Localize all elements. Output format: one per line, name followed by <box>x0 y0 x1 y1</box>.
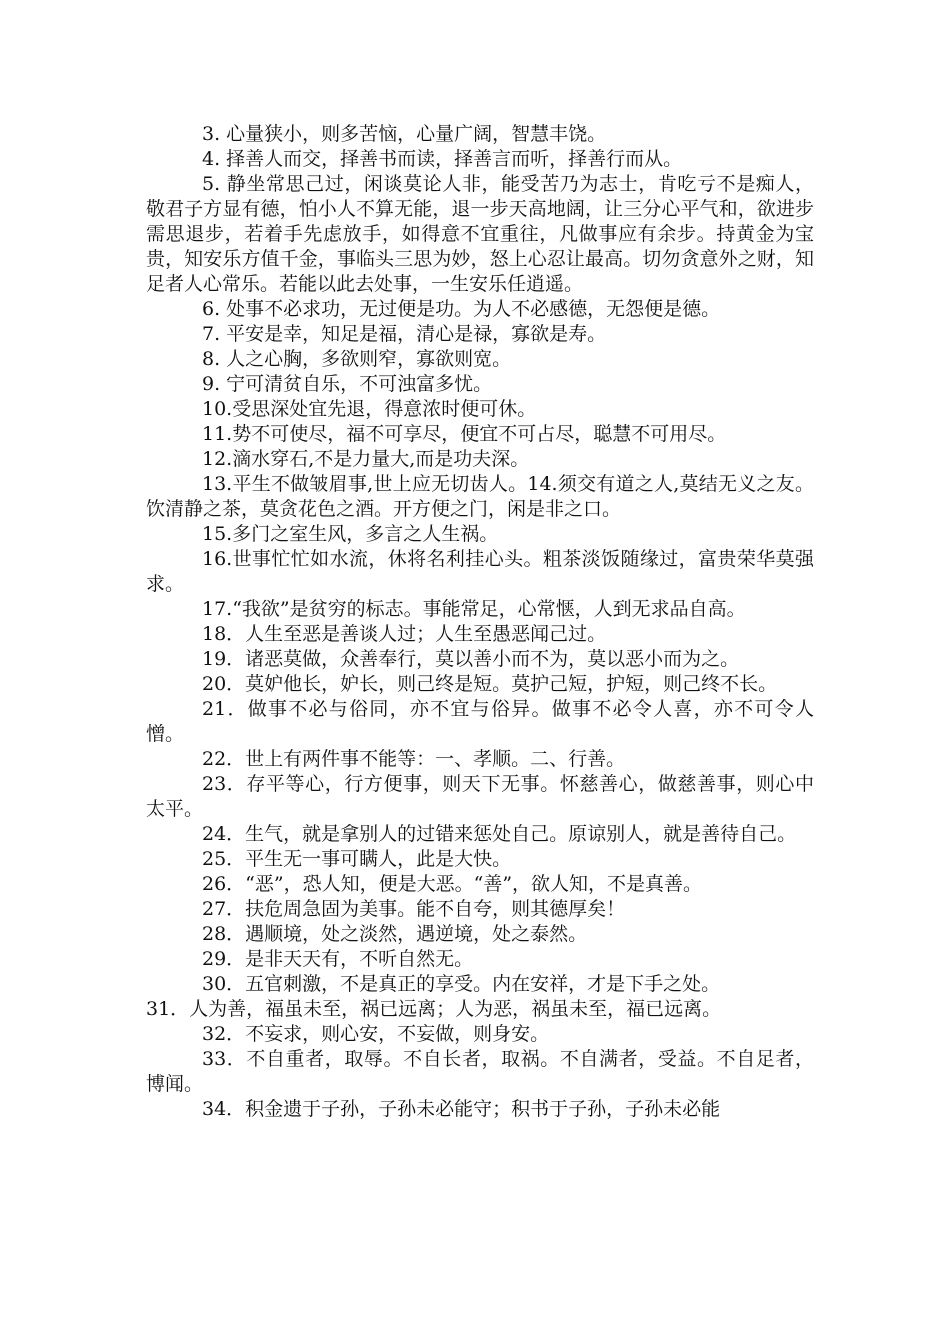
paragraph-9: 9. 宁可清贫自乐，不可浊富多忧。 <box>202 373 493 395</box>
paragraph-11: 11.势不可使尽，福不可享尽，便宜不可占尽，聪慧不可用尽。 <box>202 423 727 445</box>
paragraph-6: 6. 处事不必求功，无过便是功。为人不必感德，无怨便是德。 <box>202 298 721 320</box>
paragraph-33: 33．不自重者，取辱。不自长者，取祸。不自满者，受益。不自足者，博闻。 <box>146 1048 814 1095</box>
paragraph-7: 7. 平安是幸，知足是福，清心是禄，寡欲是寿。 <box>202 323 607 345</box>
paragraph-20: 20．莫妒他长，妒长，则己终是短。莫护己短，护短，则己终不长。 <box>202 673 778 695</box>
paragraph-24: 24．生气，就是拿别人的过错来惩处自己。原谅别人，就是善待自己。 <box>202 823 797 845</box>
paragraph-10: 10.受思深处宜先退，得意浓时便可休。 <box>202 398 537 420</box>
paragraph-22: 22．世上有两件事不能等：一、孝顺。二、行善。 <box>202 748 626 770</box>
paragraph-28: 28．遇顺境，处之淡然，遇逆境，处之泰然。 <box>202 923 588 945</box>
paragraph-34: 34．积金遗于子孙，子孙未必能守；积书于子孙，子孙未必能 <box>202 1098 721 1120</box>
paragraph-26: 26．“恶”，恐人知，便是大恶。“善”，欲人知，不是真善。 <box>202 873 703 895</box>
paragraph-32: 32．不妄求，则心安，不妄做，则身安。 <box>202 1023 550 1045</box>
paragraph-3: 3. 心量狭小，则多苦恼，心量广阔，智慧丰饶。 <box>202 123 607 145</box>
paragraph-19: 19．诸恶莫做，众善奉行，莫以善小而不为，莫以恶小而为之。 <box>202 648 740 670</box>
paragraph-21: 21．做事不必与俗同，亦不宜与俗异。做事不必令人喜，亦不可令人憎。 <box>146 698 814 745</box>
paragraph-23: 23．存平等心，行方便事，则天下无事。怀慈善心，做慈善事，则心中太平。 <box>146 773 814 820</box>
paragraph-31: 31．人为善，福虽未至，祸已远离；人为恶，祸虽未至，福已远离。 <box>146 998 722 1020</box>
paragraph-30: 30．五官刺激，不是真正的享受。内在安祥，才是下手之处。 <box>202 973 721 995</box>
paragraph-18: 18．人生至恶是善谈人过；人生至愚恶闻己过。 <box>202 623 607 645</box>
paragraph-17: 17.“我欲”是贫穷的标志。事能常足，心常惬，人到无求品自高。 <box>202 598 746 620</box>
paragraph-5: 5. 静坐常思己过，闲谈莫论人非，能受苦乃为志士，肯吃亏不是痴人，敬君子方显有德，怕小人不算无能，退一步天高地阔，让三分心平气和，欲进步需思退步，若着手先虑放手，如得意不宜重往，凡做事应有余步。持黄金为宝贵，知安乐方值千金，事临头三思为妙，怒上心忍让最高。切勿贪意外之财，知足者人心常乐。若能以此去处事，一生安乐任逍遥。 <box>146 173 814 295</box>
paragraph-13: 13.平生不做皱眉事,世上应无切齿人。14.须交有道之人,莫结无义之友。饮清静之茶，莫贪花色之酒。开方便之门，闲是非之口。 <box>146 473 814 520</box>
paragraph-4: 4. 择善人而交，择善书而读，择善言而听，择善行而从。 <box>202 148 683 170</box>
paragraph-27: 27．扶危周急固为美事。能不自夸，则其德厚矣！ <box>202 898 626 920</box>
document-body <box>146 122 814 1122</box>
paragraph-29: 29．是非天天有，不听自然无。 <box>202 948 474 970</box>
paragraph-16: 16.世事忙忙如水流，休将名利挂心头。粗茶淡饭随缘过，富贵荣华莫强求。 <box>146 548 814 595</box>
paragraph-25: 25．平生无一事可瞒人，此是大快。 <box>202 848 512 870</box>
paragraph-15: 15.多门之室生风，多言之人生祸。 <box>202 523 499 545</box>
paragraph-12: 12.滴水穿石,不是力量大,而是功夫深。 <box>202 448 530 470</box>
paragraph-8: 8. 人之心胸，多欲则窄，寡欲则宽。 <box>202 348 512 370</box>
